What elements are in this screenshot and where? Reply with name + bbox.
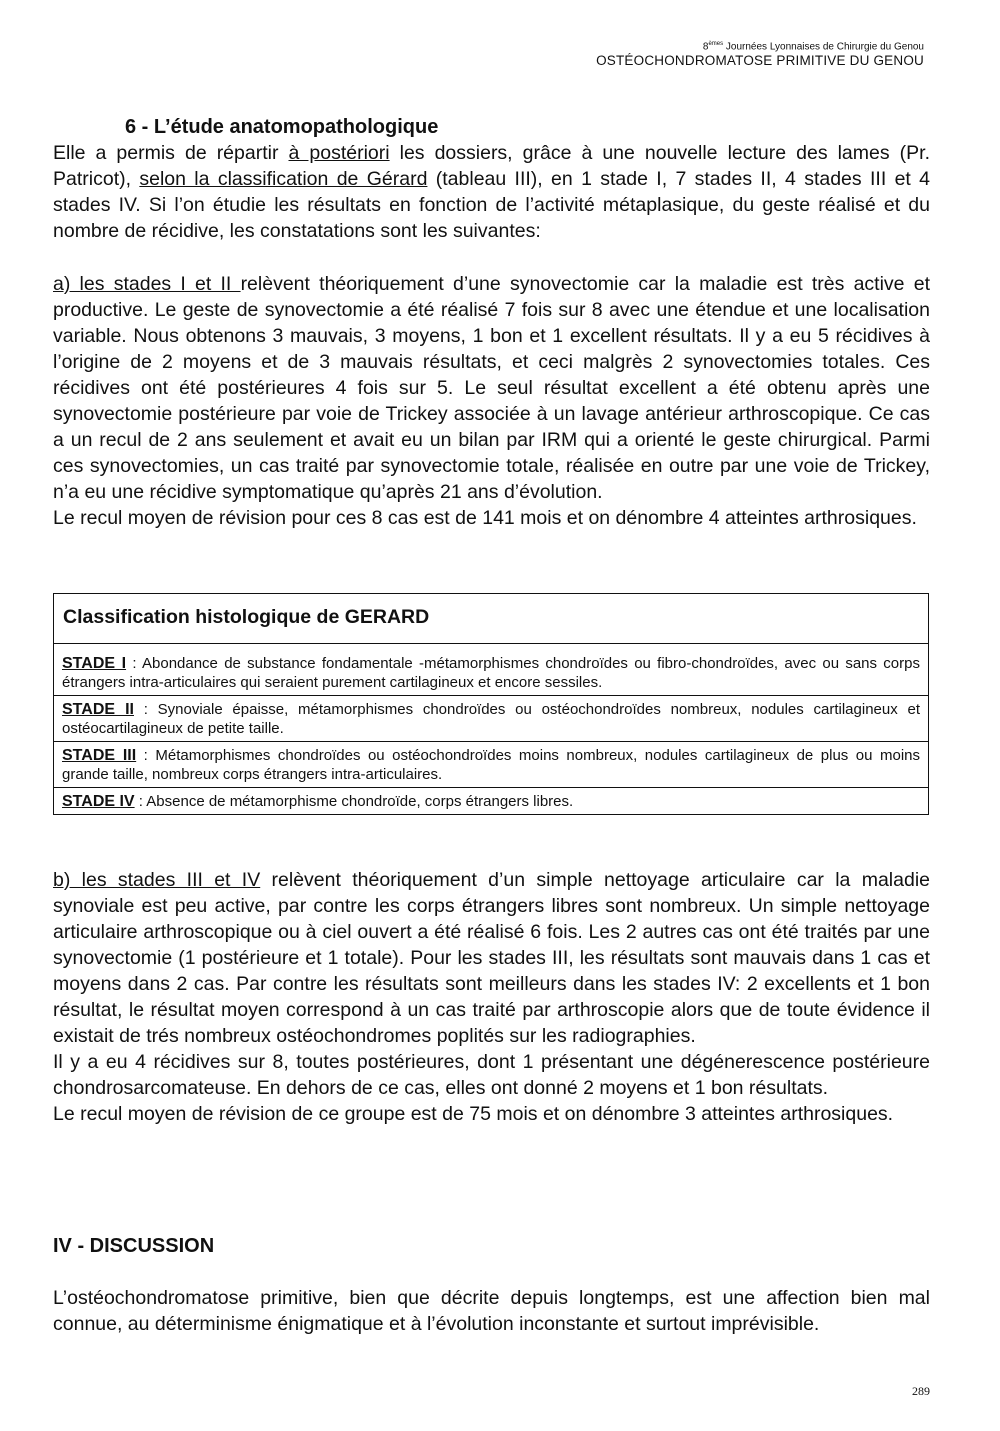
header-subtitle: OSTÉOCHONDROMATOSE PRIMITIVE DU GENOU: [596, 53, 924, 69]
page-number: 289: [912, 1384, 930, 1398]
header-event-line: 8èmes Journées Lyonnaises de Chirurgie du Genou: [702, 41, 924, 53]
table-row-stade-2: STADE II : Synoviale épaisse, métamorphismes chondroïdes ou ostéochondroïdes nombreux, nodules cartilagineux et ostéocartilagineux de petite taille.: [54, 695, 928, 741]
paragraph-recidives: Il y a eu 4 récidives sur 8, toutes postérieures, dont 1 présentant une dégénerescence postérieure chondrosarcomateuse. En dehors de ce cas, elles ont donné 2 moyens et 1 bon résultats.: [53, 1051, 930, 1099]
discussion-title: IV - DISCUSSION: [53, 1235, 215, 1257]
table-title: Classification histologique de GERARD: [54, 594, 928, 644]
paragraph-stages-1-2: a) les stades I et II relèvent théoriquement d’une synovectomie car la maladie est très active et productive. Le geste de synovectomie a été réalisé 7 fois sur 8 avec une étendue et une localisation variable. Nous obtenons 3 mauvais, 3 moyens, 1 bon et 1 excellent résultats. Il y a eu 5 récidives à l’origine de 2 moyens et de 3 mauvais résultats, et ceci malgrès 2 synovectomies totales. Ces récidives ont été postérieures 4 fois sur 5. Le seul résultat excellent a été obtenu après une synovectomie postérieure par voie de Trickey associée à un lavage antérieur arthroscopique. Ce cas a un recul de 2 ans seulement et avait eu un bilan par IRM qui a orienté le geste chirurgical. Parmi ces synovectomies, un cas traité par synovectomie totale, réalisée en outre par une voie de Trickey, n’a eu une récidive symptomatique qu’après 21 ans d’évolution. Le recul moyen de révision pour ces 8 cas est de 141 mois et on dénombre 4 atteintes arthrosiques.: [53, 273, 931, 529]
paragraph-stages-3-4: b) les stades III et IV relèvent théoriquement d’un simple nettoyage articulaire car la maladie synoviale est peu active, par contre les corps étrangers libres sont nombreux. Un simple nettoyage articulaire arthroscopique ou à ciel ouvert a été réalisé 6 fois. Les 2 autres cas ont été traités par une synovectomie (1 postérieure et 1 totale). Pour les stades III, les résultats sont mauvais dans 1 cas et moyens dans 2 cas. Par contre les résultats sont meilleurs dans les stades IV: 2 excellents et 1 bon résultat, le résultat moyen correspond à un cas traité par arthroscopie alors que de toute évidence il existait de trés nombreux ostéochondromes poplités sur les radiographies. Il y a eu 4 récidives sur 8, toutes postérieures, dont 1 présentant une dégénerescence postérieure chondrosarcomateuse. En dehors de ce cas, elles ont donné 2 moyens et 1 bon résultats. Le recul moyen de révision de ce groupe est de 75 mois et on dénombre 3 atteintes arthrosiques.: [53, 869, 930, 1125]
paragraph-recul-1: Le recul moyen de révision pour ces 8 cas est de 141 mois et on dénombre 4 atteintes arthrosiques.: [53, 507, 917, 529]
discussion-paragraph: L’ostéochondromatose primitive, bien que décrite depuis longtemps, est une affection bien mal connue, au déterminisme énigmatique et à l’évolution inconstante et surtout imprévisible.: [53, 1287, 930, 1335]
paragraph-intro: Elle a permis de répartir à postériori les dossiers, grâce à une nouvelle lecture des lames (Pr. Patricot), selon la classification de Gérard (tableau III), en 1 stade I, 7 stades II, 4 stades III et 4 stades IV. Si l’on étudie les résultats en fonction de l’activité métaplasique, du geste réalisé et du nombre de récidive, les constatations sont les suivantes:: [53, 142, 931, 242]
gerard-classification-table: [53, 593, 929, 815]
section-6: [53, 114, 930, 244]
running-header: [596, 38, 924, 69]
section-discussion: [53, 1233, 930, 1337]
paragraph-recul-2: Le recul moyen de révision de ce groupe est de 75 mois et on dénombre 3 atteintes arthrosiques.: [53, 1103, 894, 1125]
table-row-stade-4: STADE IV : Absence de métamorphisme chondroïde, corps étrangers libres.: [54, 787, 928, 814]
table-row-stade-1: STADE I : Abondance de substance fondamentale -métamorphismes chondroïdes ou fibro-chondroïdes, avec ou sans corps étrangers intra-articulaires qui seraient purement cartilagineux et encore sessiles.: [62, 655, 920, 691]
section-6-title: 6 - L’étude anatomopathologique: [125, 116, 439, 138]
table-row-stade-3: STADE III : Métamorphismes chondroïdes ou ostéochondroïdes moins nombreux, nodules cartilagineux de plus ou moins grande taille, nombreux corps étrangers intra-articulaires.: [54, 741, 928, 787]
